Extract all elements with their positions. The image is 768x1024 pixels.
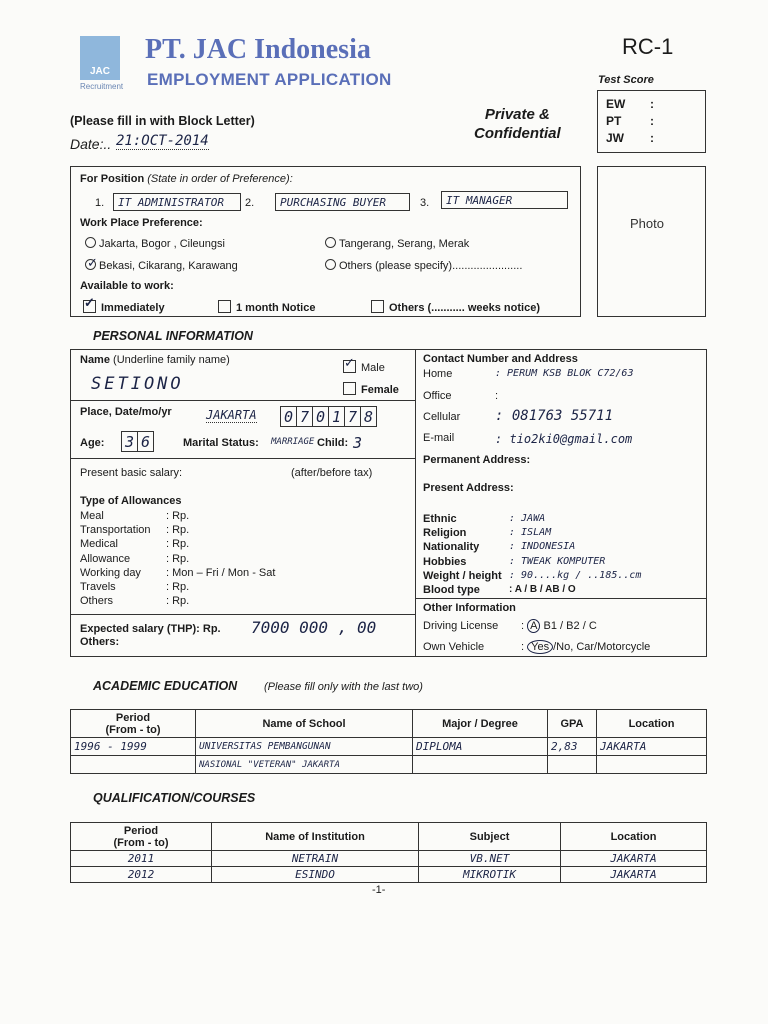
test-score-box	[597, 90, 706, 153]
table-cell[interactable]: JAKARTA	[561, 867, 707, 883]
row-divider	[415, 598, 707, 599]
salary-label: Present basic salary:	[80, 467, 183, 479]
workplace-option-tangerang[interactable]: Tangerang, Serang, Merak	[325, 237, 469, 250]
contact-cell-field[interactable]: : 081763 55711	[495, 408, 614, 424]
table-cell[interactable]: VB.NET	[419, 851, 561, 867]
form-code: RC-1	[622, 34, 674, 59]
permanent-address-label: Permanent Address:	[423, 454, 531, 466]
child-field[interactable]: 3	[353, 434, 363, 452]
contact-home-field[interactable]: : PERUM KSB BLOK C72/63	[495, 368, 634, 379]
position-choice-3[interactable]: IT MANAGER	[441, 191, 568, 209]
position-label: For Position (State in order of Preference):	[80, 173, 293, 185]
table-cell[interactable]: 2,83	[548, 738, 597, 756]
name-label: Name (Underline family name)	[80, 354, 230, 366]
logo-subtext: Recruitment	[80, 82, 124, 91]
score-row-ew: EW :	[606, 97, 654, 111]
vehicle-options[interactable]: : Yes /No, Car/Motorcycle	[521, 641, 651, 653]
position-section	[70, 166, 581, 317]
table-cell[interactable]: MIKROTIK	[419, 867, 561, 883]
checkbox-icon	[371, 300, 384, 313]
table-cell[interactable]: JAKARTA	[597, 738, 707, 756]
table-cell[interactable]: NASIONAL "VETERAN" JAKARTA	[196, 756, 413, 774]
fill-instruction: (Please fill in with Block Letter)	[70, 114, 255, 128]
present-address-label: Present Address:	[423, 482, 514, 494]
salary-note: (after/before tax)	[291, 467, 373, 479]
page-number: -1-	[372, 884, 386, 896]
choice-num-2: 2.	[245, 197, 255, 209]
form-title: EMPLOYMENT APPLICATION	[147, 70, 392, 89]
allowance-title: Type of Allowances	[80, 495, 182, 507]
position-choice-2[interactable]: PURCHASING BUYER	[275, 193, 410, 211]
place-label: Place, Date/mo/yr	[80, 406, 172, 418]
radio-icon	[325, 259, 336, 270]
table-row[interactable]	[71, 867, 707, 883]
table-header: Location	[597, 710, 707, 738]
logo-text: JAC	[90, 66, 111, 77]
row-divider	[71, 458, 415, 459]
expected-salary-field[interactable]: 7000 000 , 00	[251, 618, 377, 637]
table-cell[interactable]	[413, 756, 548, 774]
column-divider	[415, 350, 416, 656]
table-cell[interactable]: ESINDO	[212, 867, 419, 883]
available-immediately[interactable]: ✓ Immediately	[84, 295, 165, 314]
choice-num-1: 1.	[95, 197, 105, 209]
license-options[interactable]: : A B1 / B2 / C	[521, 620, 597, 632]
vehicle-label: Own Vehicle	[423, 641, 485, 653]
available-label: Available to work:	[80, 280, 174, 292]
workplace-option-jakarta[interactable]: Jakarta, Bogor , Cileungsi	[85, 237, 225, 250]
detail-values[interactable]: : JAWA : ISLAM : INDONESIA : TWEAK KOMPUTER : 90....kg / ..185..cm : A / B / AB / O	[509, 513, 642, 596]
marital-field[interactable]: MARRIAGE	[271, 437, 315, 447]
score-row-pt: PT :	[606, 114, 654, 128]
table-row[interactable]	[71, 851, 707, 867]
table-header: Subject	[419, 823, 561, 851]
workplace-option-others[interactable]: Others (please specify).......................	[325, 259, 522, 272]
available-others[interactable]: Others (........... weeks notice)	[371, 300, 540, 314]
name-field[interactable]: SETIONO	[91, 374, 184, 394]
row-divider	[71, 400, 415, 401]
allowance-list	[80, 509, 275, 608]
contact-email-field[interactable]: : tio2ki0@gmail.com	[495, 432, 633, 446]
allowance-row: Working day : Mon – Fri / Mon - Sat	[80, 566, 276, 579]
license-label: Driving License	[423, 620, 499, 632]
table-cell[interactable]: JAKARTA	[561, 851, 707, 867]
personal-info-title: PERSONAL INFORMATION	[93, 329, 253, 343]
table-cell[interactable]	[597, 756, 707, 774]
workplace-option-bekasi[interactable]: ✓ Bekasi, Cikarang, Karawang	[87, 255, 238, 272]
courses-table	[70, 822, 707, 883]
score-row-jw: JW :	[606, 131, 654, 145]
table-row[interactable]	[71, 738, 707, 756]
contact-home-label: Home	[423, 368, 453, 380]
dob-field[interactable]: 0 7 0 1 7 8	[280, 406, 376, 427]
private-confidential: Private & Confidential	[474, 106, 561, 142]
contact-office-label: Office	[423, 390, 452, 402]
vehicle-option-selected: Yes	[527, 640, 553, 654]
table-header-row	[71, 710, 707, 738]
available-1-month[interactable]: 1 month Notice	[218, 300, 315, 314]
checkbox-checked-icon: ✓	[83, 300, 96, 313]
age-label: Age:	[80, 437, 105, 449]
table-row[interactable]	[71, 756, 707, 774]
table-cell[interactable]	[548, 756, 597, 774]
table-cell[interactable]: NETRAIN	[212, 851, 419, 867]
photo-box[interactable]	[597, 166, 706, 317]
checkbox-icon	[218, 300, 231, 313]
marital-label: Marital Status:	[183, 437, 259, 449]
photo-label: Photo	[630, 216, 664, 231]
age-field[interactable]: 3 6	[121, 431, 153, 452]
expected-others-label: Others:	[80, 636, 120, 648]
radio-checked-icon: ✓	[87, 255, 98, 270]
academic-table	[70, 709, 707, 774]
allowance-row: Others : Rp.	[80, 595, 190, 608]
academic-note: (Please fill only with the last two)	[264, 681, 423, 693]
academic-title: ACADEMIC EDUCATION	[93, 679, 238, 693]
table-cell[interactable]: DIPLOMA	[413, 738, 548, 756]
other-info-title: Other Information	[423, 602, 516, 614]
test-score-label: Test Score	[598, 74, 654, 86]
contact-title: Contact Number and Address	[423, 353, 578, 365]
row-divider	[71, 614, 415, 615]
allowance-row: Transportation : Rp.	[80, 524, 190, 537]
radio-icon	[325, 237, 336, 248]
license-option-selected: A	[527, 619, 540, 633]
contact-email-label: E-mail	[423, 432, 455, 444]
table-header: Period (From - to)	[71, 823, 212, 851]
table-header-row	[71, 823, 707, 851]
table-header: Major / Degree	[413, 710, 548, 738]
radio-icon	[85, 237, 96, 248]
place-field[interactable]: JAKARTA	[206, 408, 257, 422]
company-logo	[80, 36, 120, 80]
table-cell[interactable]: 2012	[71, 867, 212, 883]
table-header: Period (From - to)	[71, 710, 196, 738]
detail-labels: Ethnic Religion Nationality Hobbies Weight / height Blood type	[423, 513, 502, 597]
checkbox-icon	[343, 382, 356, 395]
company-name: PT. JAC Indonesia	[145, 34, 371, 65]
personal-info-section	[70, 349, 707, 657]
gender-female[interactable]: Female	[343, 382, 399, 396]
date-field[interactable]: 21:OCT-2014	[116, 133, 209, 149]
gender-male[interactable]: ✓ Male	[344, 355, 385, 374]
table-cell[interactable]	[71, 756, 196, 774]
expected-salary-label: Expected salary (THP): Rp.	[80, 623, 221, 635]
allowance-row: Travels : Rp.	[80, 581, 190, 594]
workplace-label: Work Place Preference:	[80, 217, 203, 229]
table-header: Location	[561, 823, 707, 851]
checkbox-checked-icon: ✓	[343, 360, 356, 373]
courses-title: QUALIFICATION/COURSES	[93, 791, 256, 805]
table-header: Name of Institution	[212, 823, 419, 851]
allowance-row: Medical : Rp.	[80, 538, 190, 551]
contact-cell-label: Cellular	[423, 411, 461, 423]
contact-office-field[interactable]: :	[495, 390, 499, 402]
child-label: Child:	[317, 437, 349, 449]
position-choice-1[interactable]: IT ADMINISTRATOR	[113, 193, 241, 211]
table-header: Name of School	[196, 710, 413, 738]
allowance-row: Allowance : Rp.	[80, 552, 190, 565]
table-header: GPA	[548, 710, 597, 738]
allowance-row: Meal : Rp.	[80, 510, 190, 522]
table-cell[interactable]: 1996 - 1999	[71, 738, 196, 756]
choice-num-3: 3.	[420, 197, 430, 209]
date-label: Date:..	[70, 136, 112, 152]
table-cell[interactable]: UNIVERSITAS PEMBANGUNAN	[196, 738, 413, 756]
table-cell[interactable]: 2011	[71, 851, 212, 867]
